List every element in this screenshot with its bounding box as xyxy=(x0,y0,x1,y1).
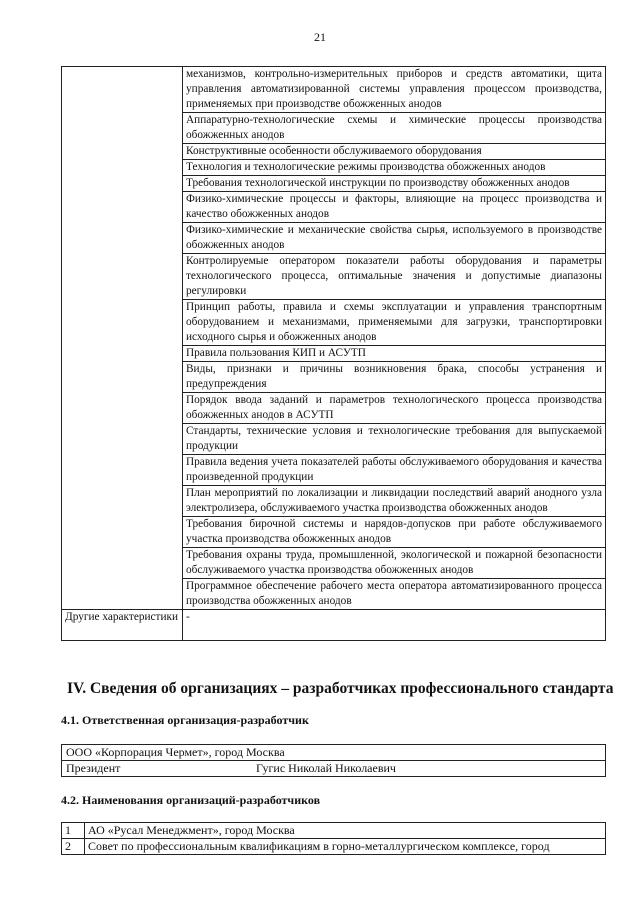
knowledge-table xyxy=(61,66,606,641)
other-characteristics-value: - xyxy=(183,610,606,641)
knowledge-item: Физико-химические и механические свойства сырья, используемого в производстве обожженных анодов xyxy=(183,223,606,254)
developer-number: 2 xyxy=(62,839,85,855)
knowledge-item: Требования технологической инструкции по производству обожженных анодов xyxy=(183,176,606,192)
knowledge-item: Контролируемые оператором показатели работы оборудования и параметры технологического процесса, оптимальные значения и допустимые диапазоны регулировки xyxy=(183,254,606,300)
responsible-person-cell xyxy=(62,761,606,777)
table-row xyxy=(62,761,606,777)
knowledge-item: Виды, признаки и причины возникновения брака, способы устранения и предупреждения xyxy=(183,362,606,393)
page-number: 21 xyxy=(314,30,326,44)
developers-table xyxy=(61,822,606,855)
label-cell xyxy=(62,67,183,610)
knowledge-item: Порядок ввода заданий и параметров технологического процесса производства обожженных анодов в АСУТП xyxy=(183,393,606,424)
knowledge-item: Аппаратурно-технологические схемы и химические процессы производства обожженных анодов xyxy=(183,113,606,144)
responsible-org-heading: 4.1. Ответственная организация-разработчик xyxy=(61,713,309,727)
knowledge-item: План мероприятий по локализации и ликвидации последствий аварий анодного узла электролизера, обслуживаемого участка производства обожженных анодов xyxy=(183,486,606,517)
knowledge-item: Принцип работы, правила и схемы эксплуатации и управления транспортным оборудованием и механизмами, применяемыми для загрузки, транспортировки исходного сырья и обожженных анодов xyxy=(183,300,606,346)
knowledge-item: Технология и технологические режимы производства обожженных анодов xyxy=(183,160,606,176)
table-row xyxy=(62,610,606,641)
section-title: IV. Сведения об организациях – разработчиках профессионального стандарта xyxy=(67,680,614,697)
developers-heading: 4.2. Наименования организаций-разработчиков xyxy=(61,793,321,807)
table-row xyxy=(62,745,606,761)
other-characteristics-label: Другие характеристики xyxy=(62,610,183,641)
knowledge-table-body xyxy=(62,67,606,641)
table-row xyxy=(62,67,606,113)
developer-name: АО «Русал Менеджмент», город Москва xyxy=(85,823,606,839)
developer-number: 1 xyxy=(62,823,85,839)
knowledge-item: Правила ведения учета показателей работы обслуживаемого оборудования и качества произведенной продукции xyxy=(183,455,606,486)
knowledge-item: Конструктивные особенности обслуживаемого оборудования xyxy=(183,144,606,160)
responsible-org-name: ООО «Корпорация Чермет», город Москва xyxy=(62,745,606,761)
developer-name: Совет по профессиональным квалификациям в горно-металлургическом комплексе, город xyxy=(85,839,606,855)
knowledge-item: Стандарты, технические условия и технологические требования для выпускаемой продукции xyxy=(183,424,606,455)
table-row xyxy=(62,839,606,855)
responsible-org-table xyxy=(61,744,606,777)
knowledge-item: Требования охраны труда, промышленной, экологической и пожарной безопасности обслуживаемого участка производства обожженных анодов xyxy=(183,548,606,579)
table-row xyxy=(62,823,606,839)
knowledge-item: Физико-химические процессы и факторы, влияющие на процесс производства и качество обожженных анодов xyxy=(183,192,606,223)
responsible-position: Президент xyxy=(66,761,121,775)
knowledge-item: Правила пользования КИП и АСУТП xyxy=(183,346,606,362)
knowledge-item: Программное обеспечение рабочего места оператора автоматизированного процесса производства обожженных анодов xyxy=(183,579,606,610)
responsible-person: Гугис Николай Николаевич xyxy=(256,761,396,775)
knowledge-item: Требования бирочной системы и нарядов-допусков при работе обслуживаемого участка производства обожженных анодов xyxy=(183,517,606,548)
knowledge-item: механизмов, контрольно-измерительных приборов и средств автоматики, щита управления автоматизированной системы управления процессом производства, применяемых при производстве обожженных анодов xyxy=(183,67,606,113)
